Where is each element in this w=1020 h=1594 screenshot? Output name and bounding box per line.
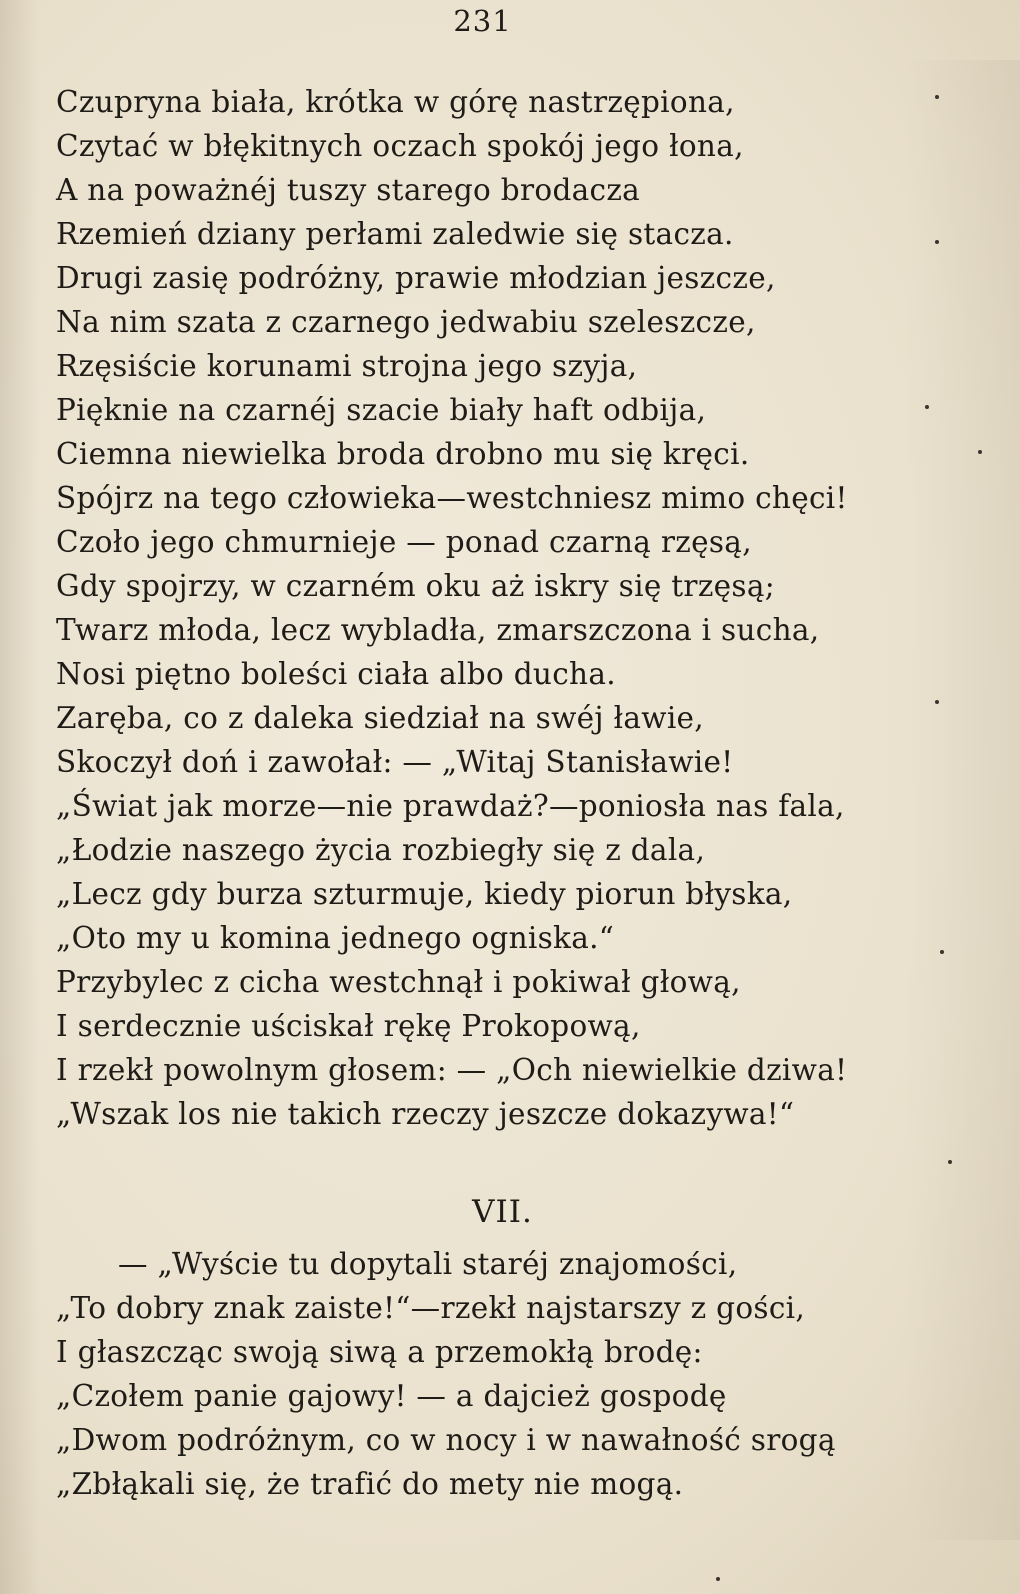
- verse-line: I serdecznie uściskał rękę Prokopową,: [56, 1009, 641, 1043]
- verse-line: Na nim szata z czarnego jedwabiu szeleszcze,: [56, 305, 756, 339]
- verse-line: Zaręba, co z daleka siedział na swéj ławie,: [56, 701, 704, 735]
- verse-line: „Czołem panie gajowy! — a dajcież gospodę: [56, 1379, 727, 1413]
- verse-line: Rzemień dziany perłami zaledwie się stacza.: [56, 217, 734, 251]
- verse-line: Drugi zasię podróżny, prawie młodzian jeszcze,: [56, 261, 776, 295]
- section-heading: VII.: [472, 1194, 533, 1230]
- print-speck: [925, 405, 929, 409]
- verse-block-1: [56, 80, 936, 1136]
- verse-line: „Oto my u komina jednego ogniska.“: [56, 921, 615, 955]
- print-speck: [716, 1577, 720, 1581]
- verse-line: I rzekł powolnym głosem: — „Och niewielkie dziwa!: [56, 1053, 848, 1087]
- verse-line: Pięknie na czarnéj szacie biały haft odbija,: [56, 393, 707, 427]
- verse-line: Skoczył doń i zawołał: — „Witaj Stanisławie!: [56, 745, 734, 779]
- verse-line: Twarz młoda, lecz wybladła, zmarszczona i sucha,: [56, 613, 820, 647]
- verse-line: „To dobry znak zaiste!“—rzekł najstarszy z gości,: [56, 1291, 806, 1325]
- print-speck: [935, 95, 939, 99]
- verse-line: Nosi piętno boleści ciała albo ducha.: [56, 657, 616, 691]
- verse-line: — „Wyście tu dopytali staréj znajomości,: [118, 1247, 738, 1281]
- verse-line: „Świat jak morze—nie prawdaż?—poniosła nas fala,: [56, 789, 845, 823]
- verse-line: „Dwom podróżnym, co w nocy i w nawałność srogą: [56, 1423, 836, 1457]
- page-number: 231: [453, 4, 512, 38]
- verse-line: I głaszcząc swoją siwą a przemokłą brodę:: [56, 1335, 703, 1369]
- verse-line: Gdy spojrzy, w czarném oku aż iskry się trzęsą;: [56, 569, 776, 603]
- print-speck: [935, 700, 939, 704]
- page-gutter-shadow: [0, 0, 40, 1594]
- verse-line: Przybylec z cicha westchnął i pokiwał głową,: [56, 965, 741, 999]
- verse-line: Czupryna biała, krótka w górę nastrzępiona,: [56, 85, 735, 119]
- verse-line: Czoło jego chmurnieje — ponad czarną rzęsą,: [56, 525, 752, 559]
- verse-line: Spójrz na tego człowieka—westchniesz mimo chęci!: [56, 481, 848, 515]
- verse-line: Rzęsiście korunami strojna jego szyja,: [56, 349, 638, 383]
- verse-line: „Lecz gdy burza szturmuje, kiedy piorun błyska,: [56, 877, 793, 911]
- verse-line: Czytać w błękitnych oczach spokój jego łona,: [56, 129, 744, 163]
- verse-line: „Wszak los nie takich rzeczy jeszcze dokazywa!“: [56, 1097, 795, 1131]
- verse-block-2: [56, 1242, 936, 1506]
- print-speck: [948, 1160, 952, 1164]
- print-speck: [935, 240, 939, 244]
- verse-line: „Łodzie naszego życia rozbiegły się z dala,: [56, 833, 706, 867]
- verse-line: Ciemna niewielka broda drobno mu się kręci.: [56, 437, 750, 471]
- print-speck: [978, 450, 982, 454]
- verse-line: „Zbłąkali się, że trafić do mety nie mogą.: [56, 1467, 684, 1501]
- print-speck: [940, 950, 944, 954]
- verse-line: A na poważnéj tuszy starego brodacza: [56, 173, 641, 207]
